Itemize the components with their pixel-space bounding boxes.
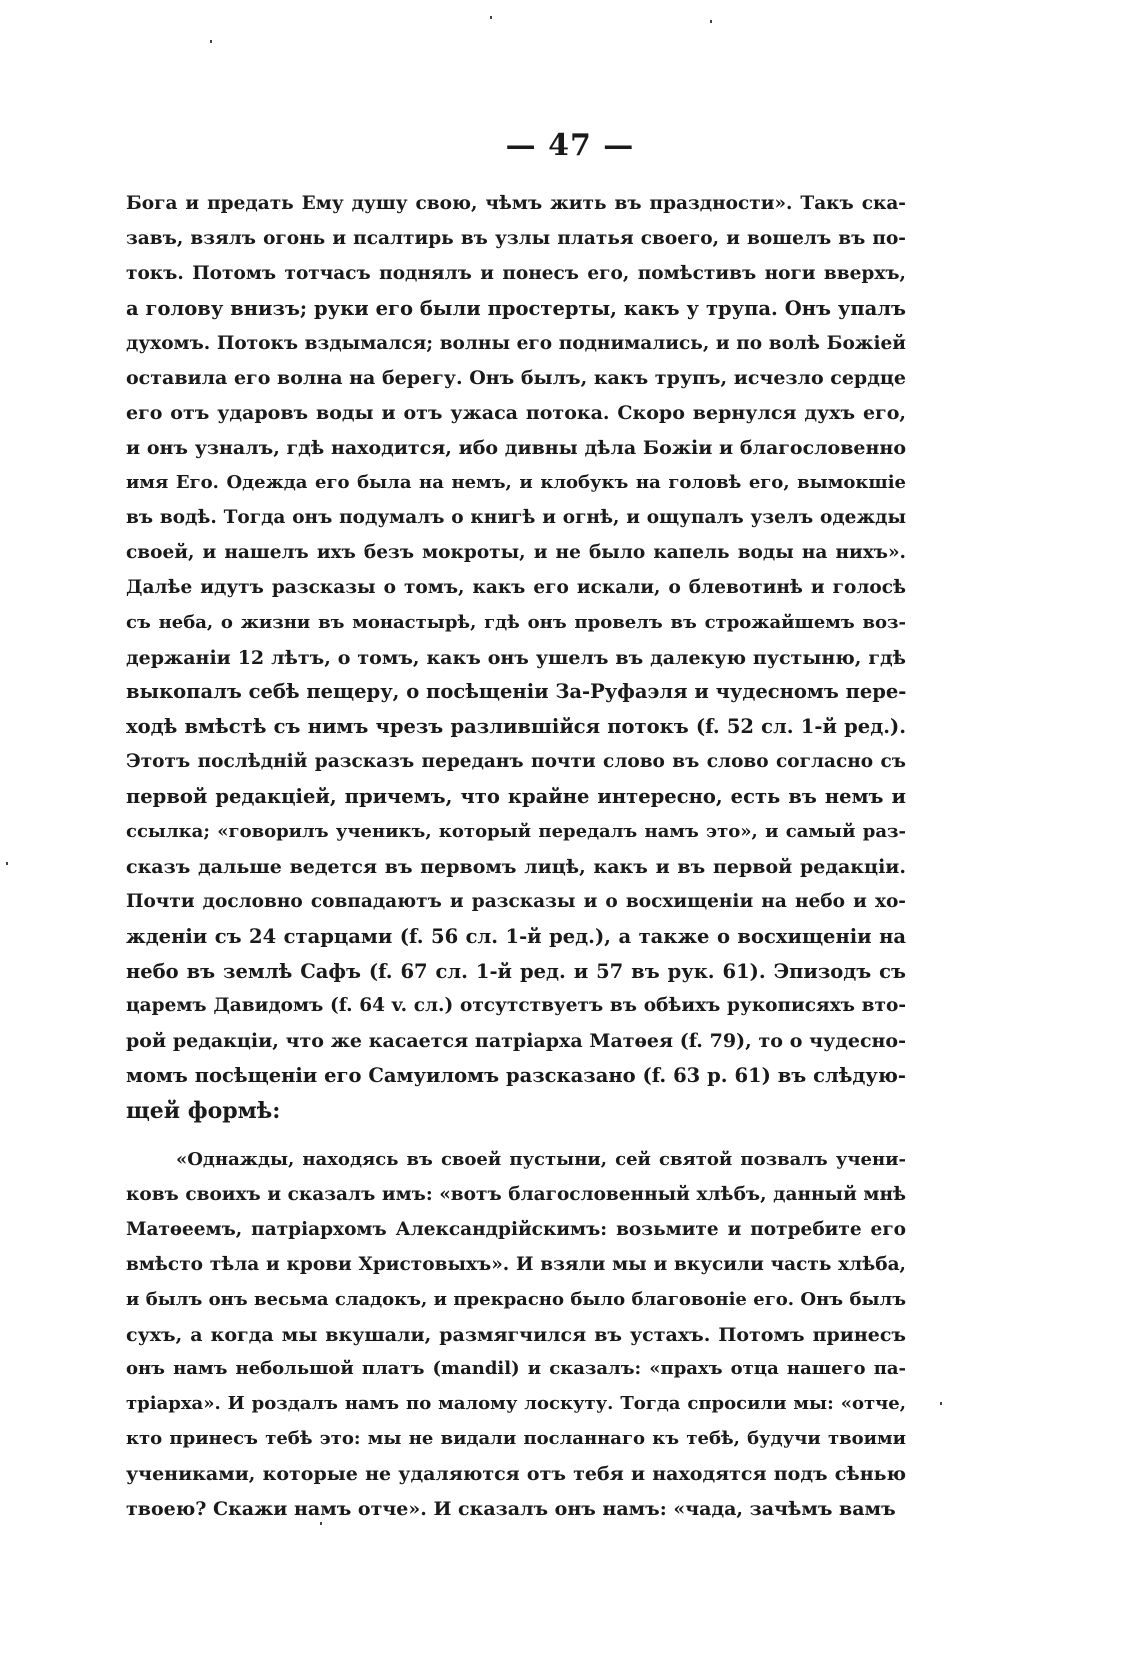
- text-line: жденіи съ 24 старцами (f. 56 сл. 1-й ред.), а также о восхищеніи на: [126, 924, 906, 948]
- paragraph-2: [126, 1143, 906, 1527]
- text-line: вмѣсто тѣла и крови Христовыхъ». И взяли мы и вкусили часть хлѣба,: [126, 1253, 906, 1275]
- scan-speck: [940, 1402, 942, 1405]
- text-line: кто принесъ тебѣ это: мы не видали посланнаго къ тебѣ, будучи твоими: [126, 1428, 906, 1450]
- text-line: онъ намъ небольшой платъ (mandil) и сказалъ: «прахъ отца нашего па-: [126, 1358, 906, 1380]
- text-line: учениками, которые не удаляются отъ тебя и находятся подъ сѣнью: [126, 1463, 906, 1486]
- text-line: сухъ, а когда мы вкушали, размягчился въ устахъ. Потомъ принесъ: [126, 1323, 906, 1346]
- text-line: своей, и нашелъ ихъ безъ мокроты, и не было капель воды на нихъ».: [126, 541, 906, 563]
- text-line: ссылка; «говорилъ ученикъ, который передалъ намъ это», и самый раз-: [126, 821, 906, 843]
- text-line: тріарха». И роздалъ намъ по малому лоскуту. Тогда спросили мы: «отче,: [126, 1393, 906, 1415]
- text-line: токъ. Потомъ тотчасъ поднялъ и понесъ его, помѣстивъ ноги вверхъ,: [126, 262, 906, 284]
- text-line: а голову внизъ; руки его были простерты, какъ у трупа. Онъ упалъ: [126, 296, 906, 320]
- paragraph-gap: [126, 1129, 906, 1143]
- text-line: царемъ Давидомъ (f. 64 v. сл.) отсутствуетъ въ обѣихъ рукописяхъ вто-: [126, 995, 906, 1017]
- text-line: оставила его волна на берегу. Онъ былъ, какъ трупъ, исчезло сердце: [126, 367, 906, 390]
- text-line: съ неба, о жизни въ монастырѣ, гдѣ онъ провелъ въ строжайшемъ воз-: [126, 611, 906, 633]
- text-line: щей формѣ:: [126, 1098, 281, 1125]
- text-line: Матѳеемъ, патріархомъ Александрійскимъ: возьмите и потребите его: [126, 1218, 906, 1240]
- text-line: въ водѣ. Тогда онъ подумалъ о книгѣ и огнѣ, и ощупалъ узелъ одежды: [126, 507, 906, 529]
- text-line: Этотъ послѣдній разсказъ переданъ почти слово въ слово согласно съ: [126, 751, 906, 773]
- scan-speck: [320, 1522, 322, 1525]
- text-line: Почти дословно совпадаютъ и разсказы и о восхищеніи на небо и хо-: [126, 890, 906, 912]
- paragraph-1: [126, 187, 906, 1129]
- scan-speck: [6, 862, 8, 865]
- text-line: рой редакціи, что же касается патріарха Матѳея (f. 79), то о чудесно-: [126, 1030, 906, 1053]
- scan-speck: [210, 40, 212, 43]
- text-line: ковъ своихъ и сказалъ имъ: «вотъ благословенный хлѣбъ, данный мнѣ: [126, 1183, 906, 1205]
- text-line: твоею? Скажи намъ отче». И сказалъ онъ намъ: «чада, зачѣмъ вамъ: [126, 1497, 896, 1520]
- text-line: Далѣе идутъ разсказы о томъ, какъ его искали, о блевотинѣ и голосѣ: [126, 576, 906, 598]
- text-line: момъ посѣщеніи его Самуиломъ разсказано (f. 63 р. 61) въ слѣдую-: [126, 1064, 906, 1088]
- text-line: ходѣ вмѣстѣ съ нимъ чрезъ разлившійся потокъ (f. 52 сл. 1-й ред.).: [126, 715, 906, 739]
- scan-speck: [490, 16, 492, 19]
- text-line: Бога и предать Ему душу свою, чѣмъ жить въ праздности». Такъ ска-: [126, 193, 906, 214]
- text-line: завъ, взялъ огонь и псалтирь въ узлы платья своего, и вошелъ въ по-: [126, 227, 906, 249]
- text-line: имя Его. Одежда его была на немъ, и клобукъ на головѣ его, вымокшіе: [126, 472, 906, 494]
- text-line: и былъ онъ весьма сладокъ, и прекрасно было благовоніе его. Онъ былъ: [126, 1288, 906, 1310]
- text-line: и онъ узналъ, гдѣ находится, ибо дивны дѣла Божіи и благословенно: [126, 437, 906, 460]
- text-line: держаніи 12 лѣтъ, о томъ, какъ онъ ушелъ въ далекую пустыню, гдѣ: [126, 646, 906, 669]
- text-line: духомъ. Потокъ вздымался; волны его поднимались, и по волѣ Божіей: [126, 332, 906, 354]
- text-line: небо въ землѣ Сафъ (f. 67 сл. 1-й ред. и 57 въ рук. 61). Эпизодъ съ: [126, 959, 906, 983]
- text-line: выкопалъ себѣ пещеру, о посѣщеніи За-Руфаэля и чудесномъ пере-: [126, 680, 907, 704]
- text-line: первой редакціей, причемъ, что крайне интересно, есть въ немъ и: [126, 785, 906, 809]
- scan-speck: [710, 20, 712, 23]
- page-number: — 47 —: [505, 128, 635, 163]
- body-text: [126, 187, 906, 1527]
- text-line: сказъ дальше ведется въ первомъ лицѣ, какъ и въ первой редакціи.: [126, 855, 906, 878]
- text-line: «Однажды, находясь въ своей пустыни, сей святой позвалъ учени-: [176, 1149, 906, 1171]
- text-line: его отъ ударовъ воды и отъ ужаса потока. Скоро вернулся духъ его,: [126, 402, 906, 425]
